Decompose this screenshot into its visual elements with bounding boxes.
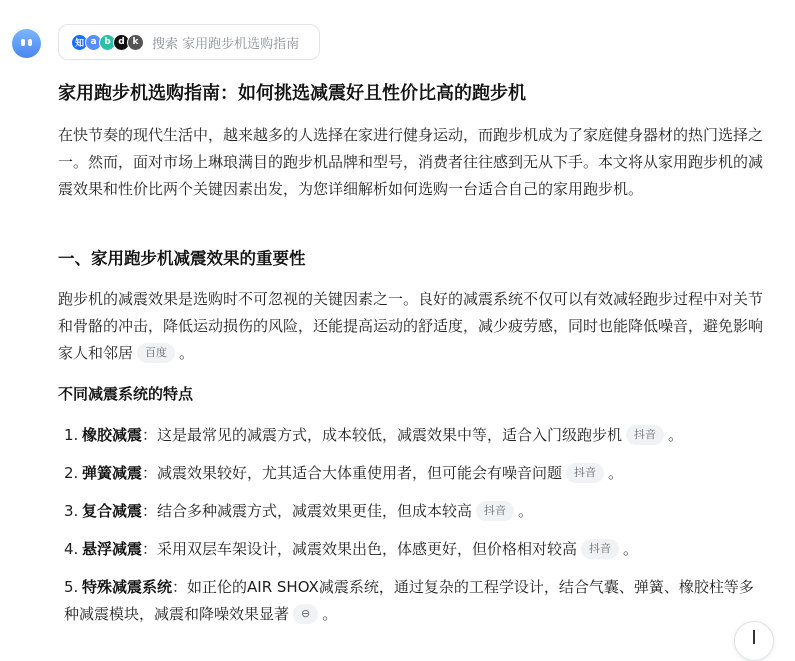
list-item-name: 橡胶减震	[82, 426, 143, 444]
source-logo-icon: a	[85, 34, 102, 51]
list-number: 1.	[64, 426, 79, 444]
list-item-name: 弹簧减震	[82, 464, 143, 482]
list-number: 4.	[64, 540, 79, 558]
list-item-desc: ：采用双层车架设计，减震效果出色，体感更好，但价格相对较高	[142, 540, 578, 558]
list-item	[64, 498, 768, 525]
intro-paragraph: 在快节奏的现代生活中，越来越多的人选择在家进行健身运动，而跑步机成为了家庭健身器材的热门选择之一。然而，面对市场上琳琅满目的跑步机品牌和型号，消费者往往感到无从下手。本文将从家用跑步机的减震效果和性价比两个关键因素出发，为您详细解析如何选购一台适合自己的家用跑步机。	[58, 126, 764, 198]
search-query-text: 搜索 家用跑步机选购指南	[152, 36, 300, 52]
search-sources-pill[interactable]	[58, 24, 320, 60]
list-item-desc: ：结合多种减震方式，减震效果更佳，但成本较高	[142, 502, 473, 520]
section-paragraph-text: 跑步机的减震效果是选购时不可忽视的关键因素之一。良好的减震系统不仅可以有效减轻跑步过程中对关节和骨骼的冲击，降低运动损伤的风险，还能提高运动的舒适度，减少疲劳感，同时也能降低噪音，避免影响家人和邻居	[58, 290, 764, 362]
list-item-name: 复合减震	[82, 502, 143, 520]
source-tag-baidu[interactable]: 百度	[137, 343, 175, 363]
paragraph-end: 。	[179, 344, 195, 362]
subsection-heading: 不同减震系统的特点	[58, 385, 194, 403]
source-tag-douyin[interactable]: 抖音	[626, 425, 664, 445]
article-title: 家用跑步机选购指南：如何挑选减震好且性价比高的跑步机	[58, 83, 526, 104]
source-tag-douyin[interactable]: 抖音	[476, 501, 514, 521]
assistant-avatar	[12, 29, 41, 58]
list-item	[64, 460, 768, 487]
list-item-end: 。	[322, 605, 338, 623]
list-item-desc: ：这是最常见的减震方式，成本较低，减震效果中等，适合入门级跑步机	[142, 426, 623, 444]
list-item	[64, 536, 768, 563]
section-heading: 一、家用跑步机减震效果的重要性	[58, 249, 306, 268]
list-item-end: 。	[623, 540, 639, 558]
arrow-down-icon	[753, 630, 755, 644]
avatar-eye-left	[21, 39, 25, 46]
list-item-end: 。	[518, 502, 534, 520]
list-item-name: 特殊减震系统	[82, 578, 173, 596]
list-item-end: 。	[608, 464, 624, 482]
avatar-eye-right	[28, 39, 32, 46]
source-tag-douyin[interactable]: 抖音	[581, 539, 619, 559]
source-logo-icon: b	[99, 34, 116, 51]
list-item	[64, 574, 768, 628]
list-number: 5.	[64, 578, 79, 596]
source-tag-douyin[interactable]: 抖音	[566, 463, 604, 483]
link-icon[interactable]: ⊖	[293, 604, 318, 624]
list-item-desc: ：如正伦的AIR SHOX减震系统，通过复杂的工程学设计，结合气囊、弹簧、橡胶柱等多种减震模块，减震和降噪效果显著	[64, 578, 754, 623]
list-item-name: 悬浮减震	[82, 540, 143, 558]
list-number: 3.	[64, 502, 79, 520]
source-logo-icon: k	[127, 34, 144, 51]
list-item-desc: ：减震效果较好，尤其适合大体重使用者，但可能会有噪音问题	[142, 464, 563, 482]
list-number: 2.	[64, 464, 79, 482]
source-logo-icon: d	[113, 34, 130, 51]
section-paragraph	[58, 286, 768, 367]
source-icons	[71, 34, 144, 51]
scroll-down-button[interactable]	[734, 621, 774, 661]
list-item	[64, 422, 768, 449]
source-logo-icon: 知	[71, 34, 88, 51]
list-item-end: 。	[668, 426, 684, 444]
